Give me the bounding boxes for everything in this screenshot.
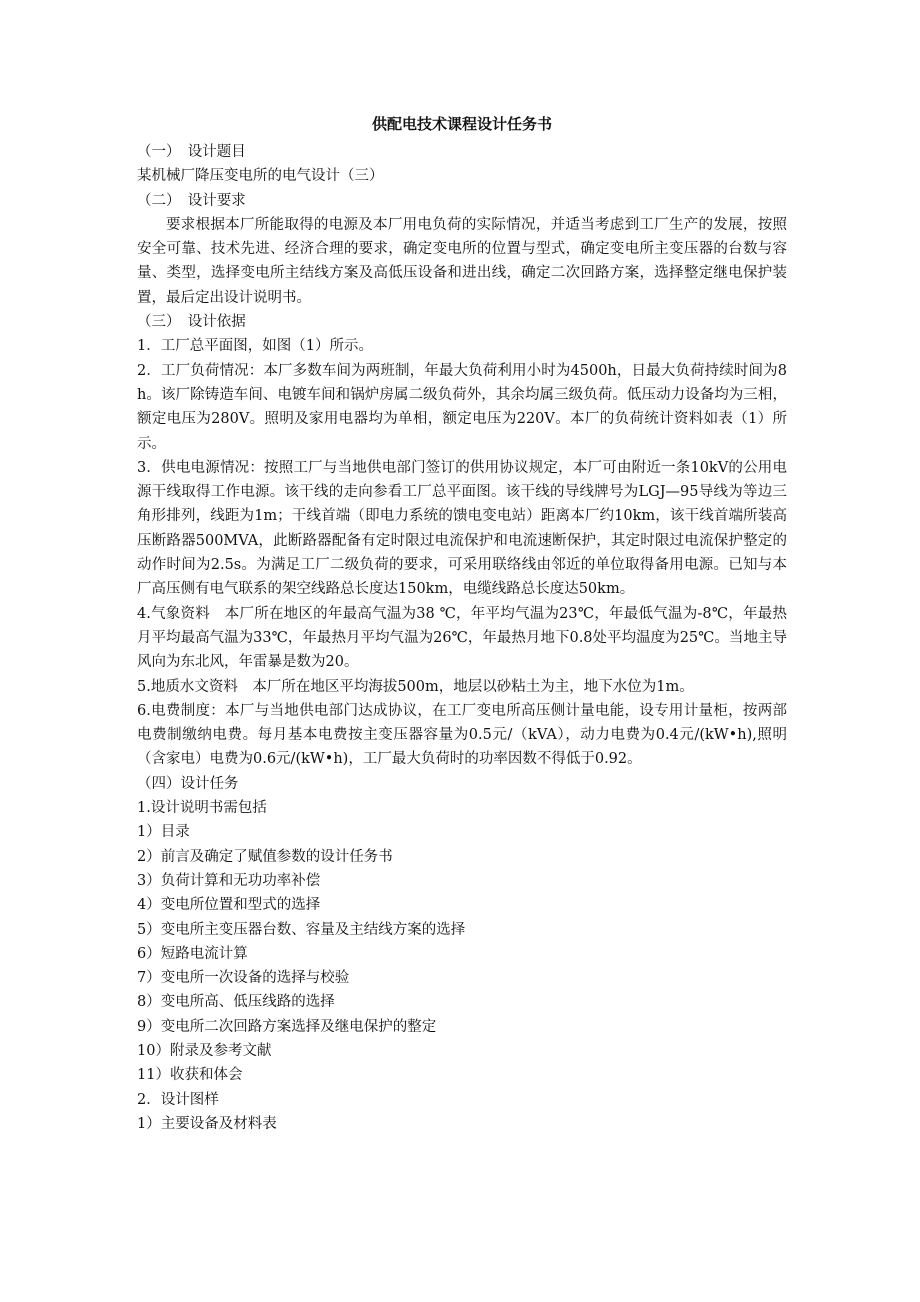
basis-item-3: 3．供电电源情况：按照工厂与当地供电部门签订的供用协议规定，本厂可由附近一条10kV的公用电源干线取得工作电源。该干线的走向参看工厂总平面图。该干线的导线牌号为LGJ—95导线为等边三角形排列，线距为1m；干线首端（即电力系统的馈电变电站）距离本厂约10km，该干线首端所装高压断路器500MVA，此断路器配备有定时限过电流保护和电流速断保护，其定时限过电流保护整定的动作时间为2.5s。为满足工厂二级负荷的要求，可采用联络线由邻近的单位取得备用电源。已知与本厂高压侧有电气联系的架空线路总长度达150km，电缆线路总长度达50km。 (137, 459, 787, 598)
section-heading-tasks: （四）设计任务 (137, 775, 239, 792)
requirements-paragraph: 要求根据本厂所能取得的电源及本厂用电负荷的实际情况，并适当考虑到工厂生产的发展，按照安全可靠、技术先进、经济合理的要求，确定变电所的位置与型式，确定变电所主变压器的台数与容量、类型，选择变电所主结线方案及高低压设备和进出线，确定二次回路方案，选择整定继电保护装置，最后定出设计说明书。 (137, 216, 787, 306)
tasks-drawing-item: 1）主要设备及材料表 (137, 1115, 277, 1132)
tasks-list-item: 6）短路电流计算 (137, 945, 248, 962)
document-body (137, 112, 787, 1136)
tasks-list-item: 11）收获和体会 (137, 1067, 243, 1084)
topic-text: 某机械厂降压变电所的电气设计（三） (137, 168, 384, 185)
tasks-list-item: 3）负荷计算和无功功率补偿 (137, 872, 321, 889)
tasks-list-item: 2）前言及确定了赋值参数的设计任务书 (137, 848, 393, 865)
tasks-list-item: 4）变电所位置和型式的选择 (137, 897, 321, 914)
tasks-list-item: 8）变电所高、低压线路的选择 (137, 994, 335, 1011)
tasks-list-item: 1）目录 (137, 824, 190, 841)
basis-item-6: 6.电费制度：本厂与当地供电部门达成协议，在工厂变电所高压侧计量电能，设专用计量柜，按两部电费制缴纳电费。每月基本电费按主变压器容量为0.5元/（kVA），动力电费为0.4元/(kW•h),照明（含家电）电费为0.6元/(kW•h)，工厂最大负荷时的功率因数不得低于0.92。 (137, 702, 787, 768)
basis-item-2: 2．工厂负荷情况：本厂多数车间为两班制，年最大负荷利用小时为4500h，日最大负荷持续时间为8h。该厂除铸造车间、电镀车间和锅炉房属二级负荷外，其余均属三级负荷。低压动力设备均为三相，额定电压为280V。照明及家用电器均为单相，额定电压为220V。本厂的负荷统计资料如表（1）所示。 (137, 362, 787, 452)
basis-item-4: 4.气象资料 本厂所在地区的年最高气温为38 ℃，年平均气温为23℃，年最低气温为-8℃，年最热月平均最高气温为33℃，年最热月平均气温为26℃，年最热月地下0.8处平均温度为25℃。当地主导风向为东北风，年雷暴是数为20。 (137, 605, 787, 671)
tasks-list-item: 10）附录及参考文献 (137, 1042, 272, 1059)
tasks-list-item: 5）变电所主变压器台数、容量及主结线方案的选择 (137, 921, 466, 938)
tasks-subheading-2: 2．设计图样 (137, 1091, 219, 1108)
tasks-list-item: 7）变电所一次设备的选择与校验 (137, 970, 350, 987)
basis-item-5: 5.地质水文资料 本厂所在地区平均海拔500m，地层以砂粘土为主，地下水位为1m。 (137, 678, 694, 695)
tasks-subheading-1: 1.设计说明书需包括 (137, 800, 267, 817)
document-title: 供配电技术课程设计任务书 (371, 115, 552, 133)
section-heading-requirements: （二） 设计要求 (137, 192, 246, 209)
section-heading-basis: （三） 设计依据 (137, 314, 246, 331)
basis-item-1: 1．工厂总平面图，如图（1）所示。 (137, 338, 373, 355)
section-heading-topic: （一） 设计题目 (137, 144, 246, 160)
tasks-list-item: 9）变电所二次回路方案选择及继电保护的整定 (137, 1018, 437, 1035)
